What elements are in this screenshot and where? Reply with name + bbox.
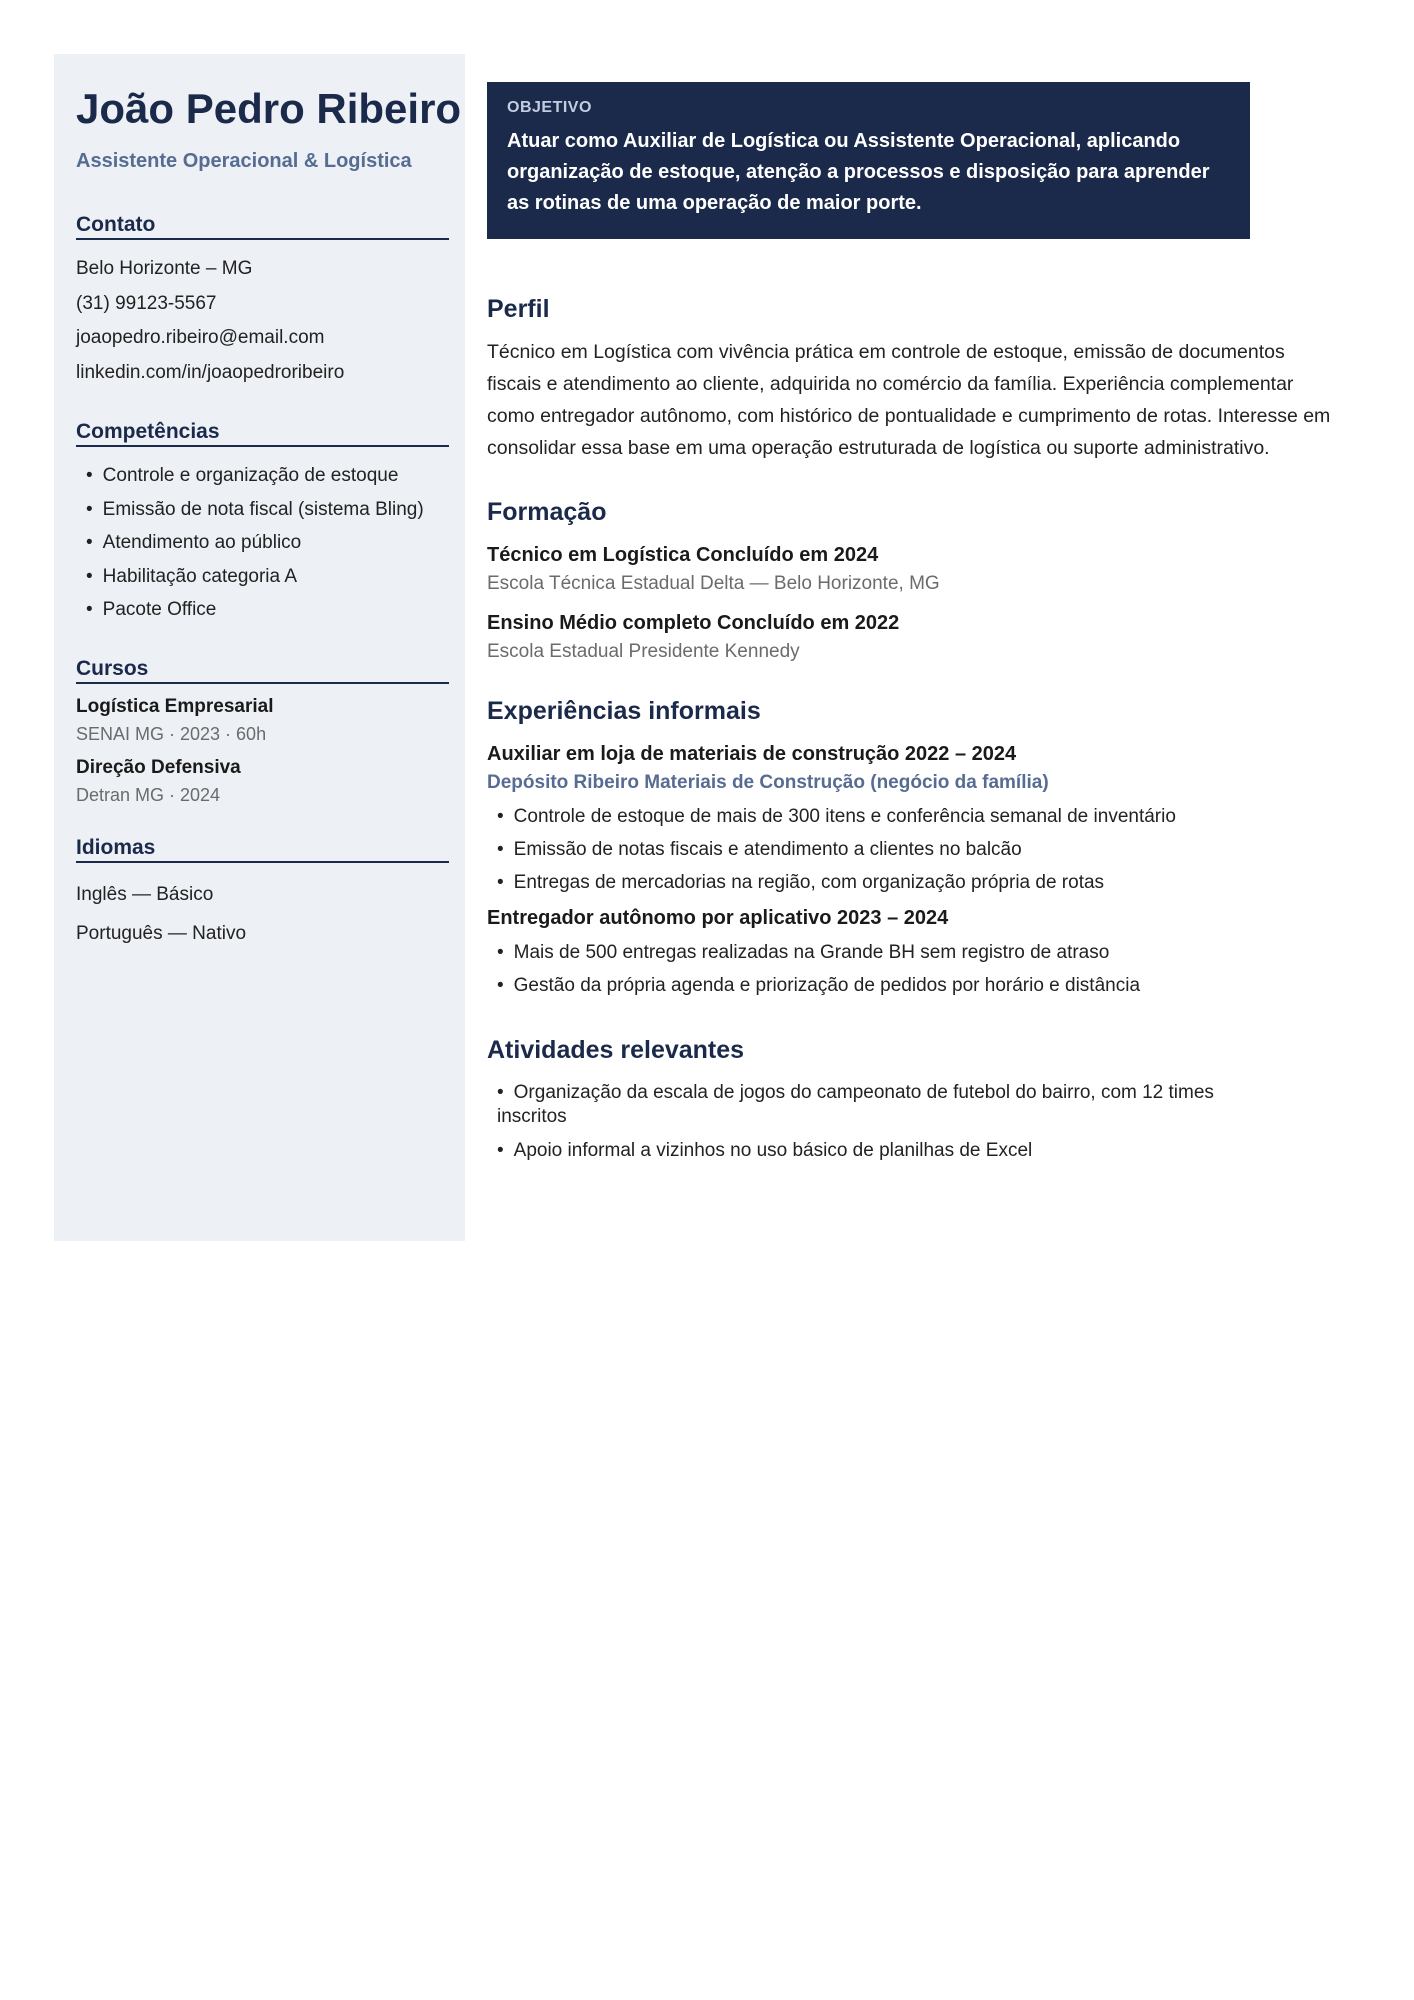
experience-heading: Experiências informais	[487, 697, 761, 725]
course-meta: Detran MG · 2024	[76, 784, 221, 805]
languages-heading: Idiomas	[76, 836, 449, 863]
activities-heading: Atividades relevantes	[487, 1036, 745, 1064]
candidate-name: João Pedro Ribeiro	[76, 85, 462, 132]
skill-item: • Controle e organização de estoque	[76, 459, 449, 493]
skill-item: • Habilitação categoria A	[76, 560, 449, 594]
experience-bullets	[487, 800, 1337, 899]
contact-phone: (31) 99123-5567	[76, 292, 217, 314]
course-title: Logística Empresarial	[76, 695, 274, 717]
experience-bullet: • Gestão da própria agenda e priorização de pedidos por horário e distância	[487, 969, 1337, 1002]
activities-bullets	[487, 1081, 1337, 1163]
experience-title: Auxiliar em loja de materiais de construção 2022 – 2024	[487, 743, 1017, 765]
objective-text: Atuar como Auxiliar de Logística ou Assistente Operacional, aplicando organização de estoque, atenção a processos e disposição para aprender as rotinas de uma operação de maior porte.	[507, 130, 1210, 214]
contact-email[interactable]: joaopedro.ribeiro@email.com	[76, 327, 325, 349]
contact-heading: Contato	[76, 213, 449, 240]
education-heading: Formação	[487, 498, 607, 526]
course-title: Direção Defensiva	[76, 756, 241, 778]
language-item: Português — Nativo	[76, 922, 247, 944]
objective-box	[487, 82, 1250, 239]
language-item: Inglês — Básico	[76, 883, 214, 905]
skill-item: • Emissão de nota fiscal (sistema Bling)	[76, 493, 449, 527]
experience-bullet: • Controle de estoque de mais de 300 itens e conferência semanal de inventário	[487, 800, 1337, 833]
objective-label: OBJETIVO	[507, 99, 592, 116]
experience-org: Depósito Ribeiro Materiais de Construção (negócio da família)	[487, 772, 1049, 793]
profile-text: Técnico em Logística com vivência prática em controle de estoque, emissão de documentos fiscais e atendimento ao cliente, adquirida no comércio da família. Experiência complementar como entregador autônomo, com histórico de pontualidade e cumprimento de rotas. Interesse em consolidar essa base em uma operação estruturada de logística ou suporte administrativo.	[487, 341, 1331, 459]
experience-bullet: • Entregas de mercadorias na região, com organização própria de rotas	[487, 866, 1337, 899]
skill-item: • Pacote Office	[76, 593, 449, 627]
skills-heading: Competências	[76, 420, 449, 447]
experience-title: Entregador autônomo por aplicativo 2023 – 2024	[487, 907, 949, 929]
contact-linkedin[interactable]: linkedin.com/in/joaopedroribeiro	[76, 361, 345, 383]
activity-bullet: • Apoio informal a vizinhos no uso básico de planilhas de Excel	[487, 1139, 1337, 1163]
education-school: Escola Técnica Estadual Delta — Belo Horizonte, MG	[487, 573, 940, 594]
experience-bullet: • Mais de 500 entregas realizadas na Grande BH sem registro de atraso	[487, 936, 1337, 969]
courses-heading: Cursos	[76, 657, 449, 684]
education-title: Técnico em Logística Concluído em 2024	[487, 544, 879, 566]
education-school: Escola Estadual Presidente Kennedy	[487, 641, 800, 662]
activity-bullet: • Organização da escala de jogos do campeonato de futebol do bairro, com 12 times inscritos	[487, 1081, 1337, 1129]
course-meta: SENAI MG · 2023 · 60h	[76, 723, 267, 744]
contact-location: Belo Horizonte – MG	[76, 258, 253, 280]
sidebar	[54, 54, 465, 1241]
profile-heading: Perfil	[487, 295, 550, 323]
experience-bullets	[487, 936, 1337, 1002]
main-content	[487, 82, 1337, 1173]
candidate-role: Assistente Operacional & Logística	[76, 150, 412, 173]
education-title: Ensino Médio completo Concluído em 2022	[487, 612, 900, 634]
skills-list	[76, 459, 449, 627]
experience-bullet: • Emissão de notas fiscais e atendimento a clientes no balcão	[487, 833, 1337, 866]
skill-item: • Atendimento ao público	[76, 526, 449, 560]
